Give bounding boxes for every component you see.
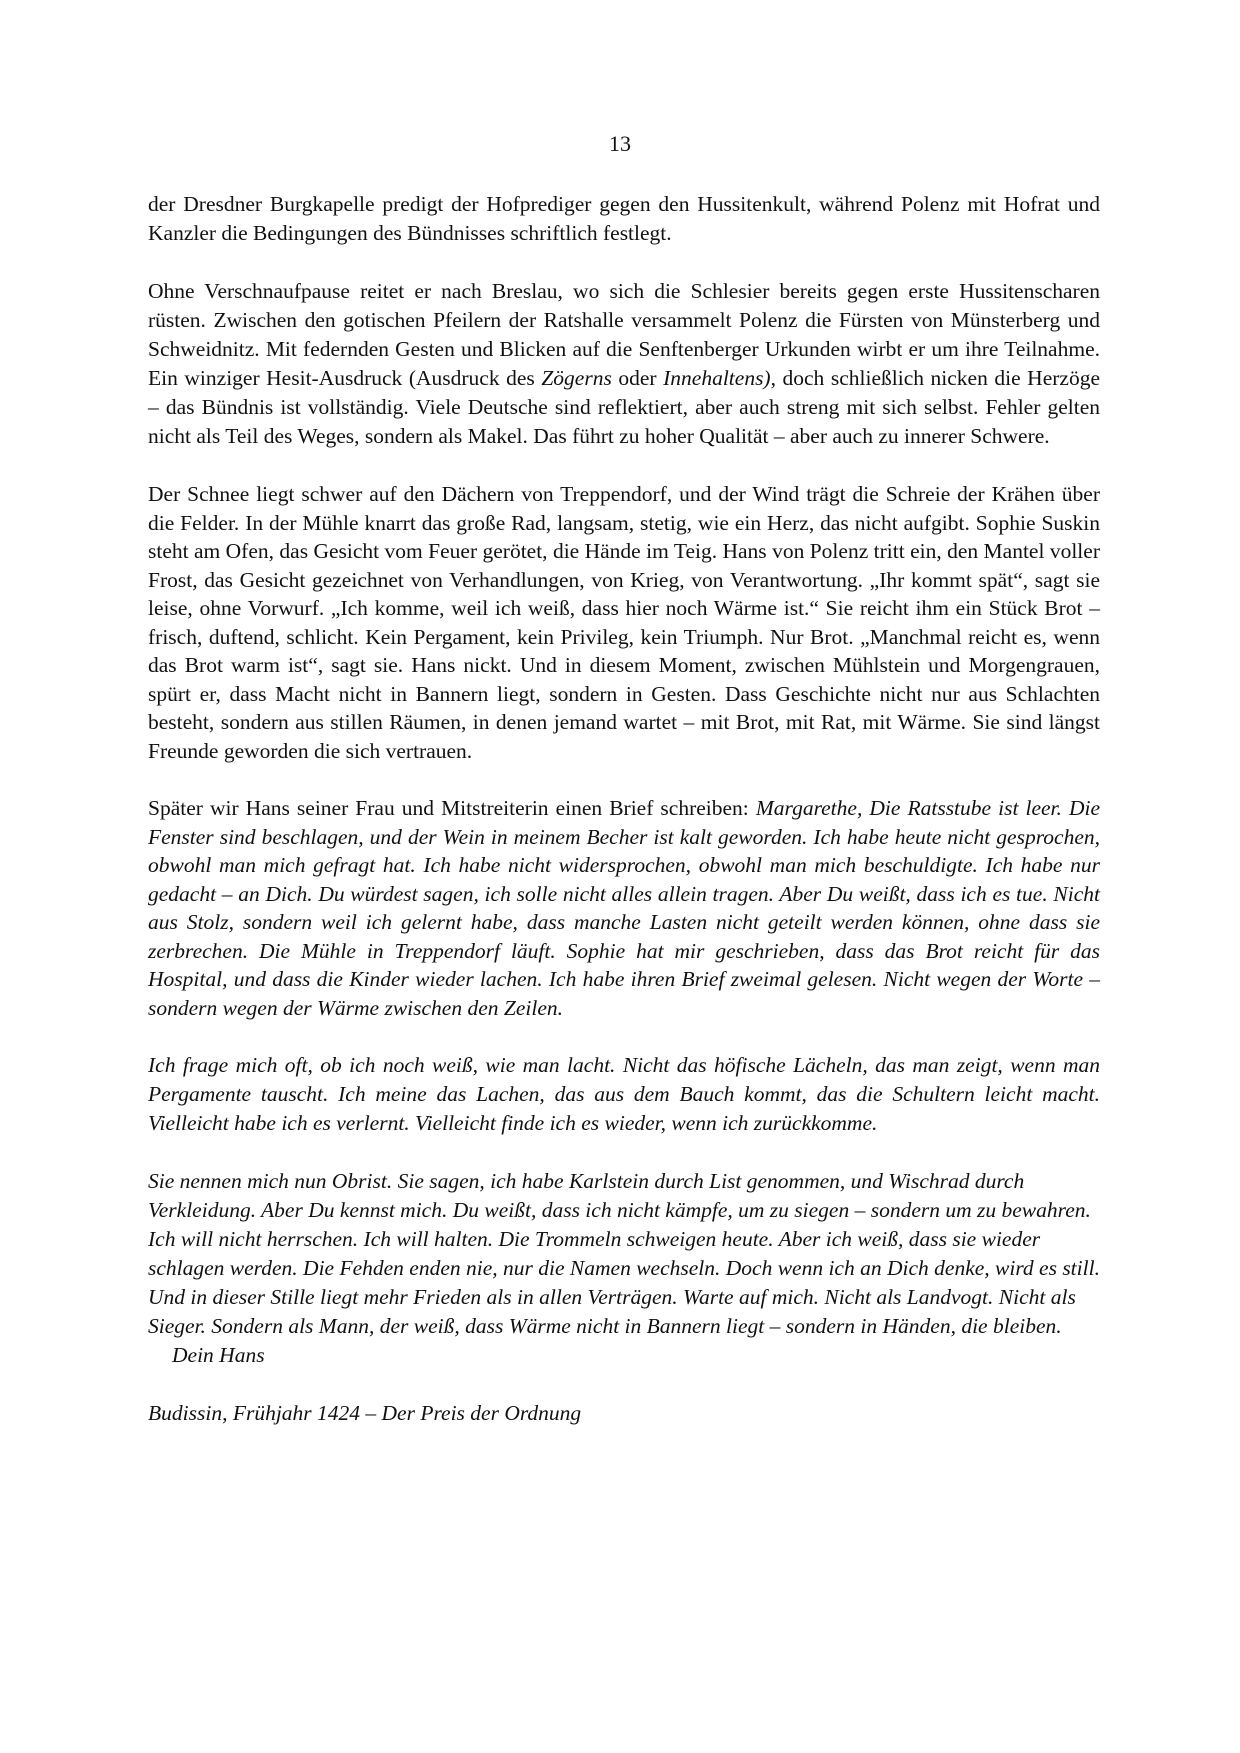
text-run: Später wir Hans seiner Frau und Mitstreiterin einen Brief schreiben:: [148, 796, 756, 820]
italic-text-run: Zögerns: [541, 366, 612, 390]
paragraph-5-letter: [148, 1051, 1100, 1138]
italic-text-run: Ich frage mich oft, ob ich noch weiß, wie man lacht. Nicht das höfische Lächeln, das man zeigt, wenn man Pergamente tauscht. Ich meine das Lachen, das aus dem Bauch kommt, das die Schultern leicht macht. Vielleicht habe ich es verlernt. Vielleicht finde ich es wieder, wenn ich zurückkomme.: [148, 1053, 1100, 1135]
italic-text-run: Budissin, Frühjahr 1424 – Der Preis der Ordnung: [148, 1401, 582, 1425]
text-run: , doch schließlich nicken die Herzöge – das Bündnis ist vollständig. Viele Deutsche sind reflektiert, aber auch streng mit sich selbst. Fehler gelten nicht als Teil des Weges, sondern als Makel. Das führt zu hoher Qualität – aber auch zu innerer Schwere.: [148, 366, 1100, 448]
paragraph-6-letter-end: [148, 1167, 1100, 1370]
page-number: 13: [609, 131, 631, 156]
text-run: Der Schnee liegt schwer auf den Dächern von Treppendorf, und der Wind trägt die Schreie der Krähen über die Felder. In der Mühle knarrt das große Rad, langsam, stetig, wie ein Herz, das nicht aufgibt. Sophie Suskin steht am Ofen, das Gesicht vom Feuer gerötet, die Hände im Teig. Hans von Polenz tritt ein, den Mantel voller Frost, das Gesicht gezeichnet von Verhandlungen, von Krieg, von Verantwortung. „Ihr kommt spät“, sagt sie leise, ohne Vorwurf. „Ich komme, weil ich weiß, dass hier noch Wärme ist.“ Sie reicht ihm ein Stück Brot – frisch, duftend, schlicht. Kein Pergament, kein Privileg, kein Triumph. Nur Brot. „Manchmal reicht es, wenn das Brot warm ist“, sagt sie. Hans nickt. Und in diesem Moment, zwischen Mühlstein und Morgengrauen, spürt er, dass Macht nicht in Bannern liegt, sondern in Gesten. Dass Geschichte nicht nur aus Schlachten besteht, sondern aus stillen Räumen, in denen jemand wartet – mit Brot, mit Rat, mit Wärme. Sie sind längst Freunde geworden die sich vertrauen.: [148, 482, 1100, 763]
italic-text-run: Sie nennen mich nun Obrist. Sie sagen, ich habe Karlstein durch List genommen, und Wischrad durch Verkleidung. Aber Du kennst mich. Du weißt, dass ich nicht kämpfe, um zu siegen – sondern um zu bewahren. Ich will nicht herrschen. Ich will halten. Die Trommeln schweigen heute. Aber ich weiß, dass sie wieder schlagen werden. Die Fehden enden nie, nur die Namen wechseln. Doch wenn ich an Dich denke, wird es still. Und in dieser Stille liegt mehr Frieden als in allen Verträgen. Warte auf mich. Nicht als Landvogt. Nicht als Sieger. Sondern als Mann, der weiß, dass Wärme nicht in Bannern liegt – sondern in Händen, die bleiben.: [148, 1169, 1100, 1338]
paragraph-3: [148, 480, 1100, 765]
text-run: Ohne Verschnaufpause reitet er nach Breslau, wo sich die Schlesier bereits gegen erste Hussitenscharen rüsten. Zwischen den gotischen Pfeilern der Ratshalle versammelt Polenz die Fürsten von Münsterberg und Schweidnitz. Mit federnden Gesten und Blicken auf die Senftenberger Urkunden wirbt er um ihre Teilnahme. Ein winziger Hesit-Ausdruck (Ausdruck des: [148, 279, 1100, 390]
text-run: oder: [611, 366, 664, 390]
italic-text-run: Margarethe, Die Ratsstube ist leer. Die Fenster sind beschlagen, und der Wein in meinem Becher ist kalt geworden. Ich habe heute nicht gesprochen, obwohl man mich gefragt hat. Ich habe nicht widersprochen, obwohl man mich beschuldigte. Ich habe nur gedacht – an Dich. Du würdest sagen, ich solle nicht alles allein tragen. Aber Du weißt, dass ich es tue. Nicht aus Stolz, sondern weil ich gelernt habe, dass manche Lasten nicht geteilt werden können, ohne dass sie zerbrechen. Die Mühle in Treppendorf läuft. Sophie hat mir geschrieben, dass das Brot reicht für das Hospital, und dass die Kinder wieder lachen. Ich habe ihren Brief zweimal gelesen. Nicht wegen der Worte – sondern wegen der Wärme zwischen den Zeilen.: [148, 796, 1100, 1020]
paragraph-2: [148, 277, 1100, 451]
italic-text-run: Innehaltens): [663, 366, 771, 390]
letter-signature: Dein Hans: [172, 1343, 265, 1367]
dateline: [148, 1399, 1100, 1428]
text-column: [148, 190, 1100, 1457]
text-run: der Dresdner Burgkapelle predigt der Hofprediger gegen den Hussitenkult, während Polenz mit Hofrat und Kanzler die Bedingungen des Bündnisses schriftlich festlegt.: [148, 192, 1100, 245]
paragraph-1: [148, 190, 1100, 248]
paragraph-4-letter-start: [148, 794, 1100, 1022]
